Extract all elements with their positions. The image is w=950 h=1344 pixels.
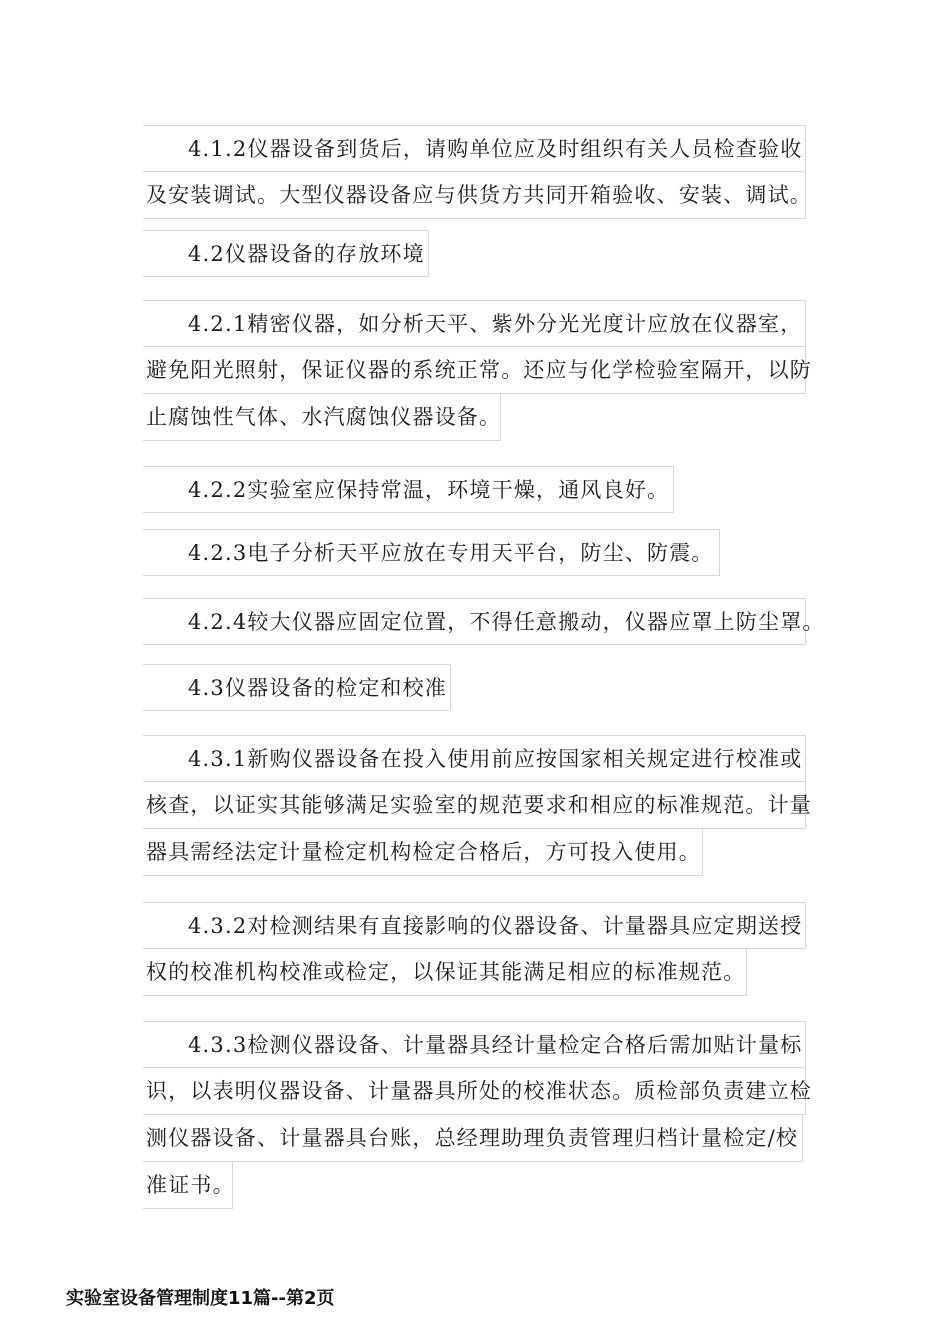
- text-line: 测仪器设备、计量器具台账，总经理助理负责管理归档计量检定/校: [143, 1115, 803, 1162]
- paragraph-4-3-3: [143, 1021, 812, 1209]
- text-line: 4.2.1精密仪器，如分析天平、紫外分光光度计应放在仪器室，: [143, 300, 806, 347]
- paragraph-4-1-2: [143, 125, 812, 219]
- paragraph-4-2-1: [143, 300, 812, 441]
- heading-text: 4.2仪器设备的存放环境: [143, 230, 429, 277]
- heading-text: 4.3仪器设备的检定和校准: [143, 664, 451, 711]
- section-heading-4-3: [143, 664, 451, 711]
- text-line: 4.2.4较大仪器应固定位置，不得任意搬动，仪器应罩上防尘罩。: [143, 598, 806, 645]
- text-line: 识，以表明仪器设备、计量器具所处的校准状态。质检部负责建立检: [143, 1068, 806, 1115]
- text-line: 4.1.2仪器设备到货后，请购单位应及时组织有关人员检查验收: [143, 125, 806, 172]
- text-line: 核查，以证实其能够满足实验室的规范要求和相应的标准规范。计量: [143, 782, 806, 829]
- paragraph-4-2-3: [143, 529, 720, 576]
- text-line: 准证书。: [143, 1162, 233, 1209]
- text-line: 止腐蚀性气体、水汽腐蚀仪器设备。: [143, 394, 501, 441]
- text-line: 权的校准机构校准或检定，以保证其能满足相应的标准规范。: [143, 949, 747, 996]
- text-line: 4.3.2对检测结果有直接影响的仪器设备、计量器具应定期送授: [143, 902, 806, 949]
- text-line: 4.3.3检测仪器设备、计量器具经计量检定合格后需加贴计量标: [143, 1021, 806, 1068]
- text-line: 4.2.3电子分析天平应放在专用天平台，防尘、防震。: [143, 529, 720, 576]
- paragraph-4-3-1: [143, 735, 812, 876]
- text-line: 器具需经法定计量检定机构检定合格后，方可投入使用。: [143, 829, 703, 876]
- text-line: 4.2.2实验室应保持常温，环境干燥，通风良好。: [143, 466, 674, 513]
- page-footer: 实验室设备管理制度11篇--第2页: [66, 1288, 335, 1309]
- section-heading-4-2: [143, 230, 429, 277]
- paragraph-4-2-2: [143, 466, 674, 513]
- text-line: 4.3.1新购仪器设备在投入使用前应按国家相关规定进行校准或: [143, 735, 806, 782]
- text-line: 及安装调试。大型仪器设备应与供货方共同开箱验收、安装、调试。: [143, 172, 806, 219]
- paragraph-4-3-2: [143, 902, 806, 996]
- text-line: 避免阳光照射，保证仪器的系统正常。还应与化学检验室隔开，以防: [143, 347, 806, 394]
- paragraph-4-2-4: [143, 598, 825, 645]
